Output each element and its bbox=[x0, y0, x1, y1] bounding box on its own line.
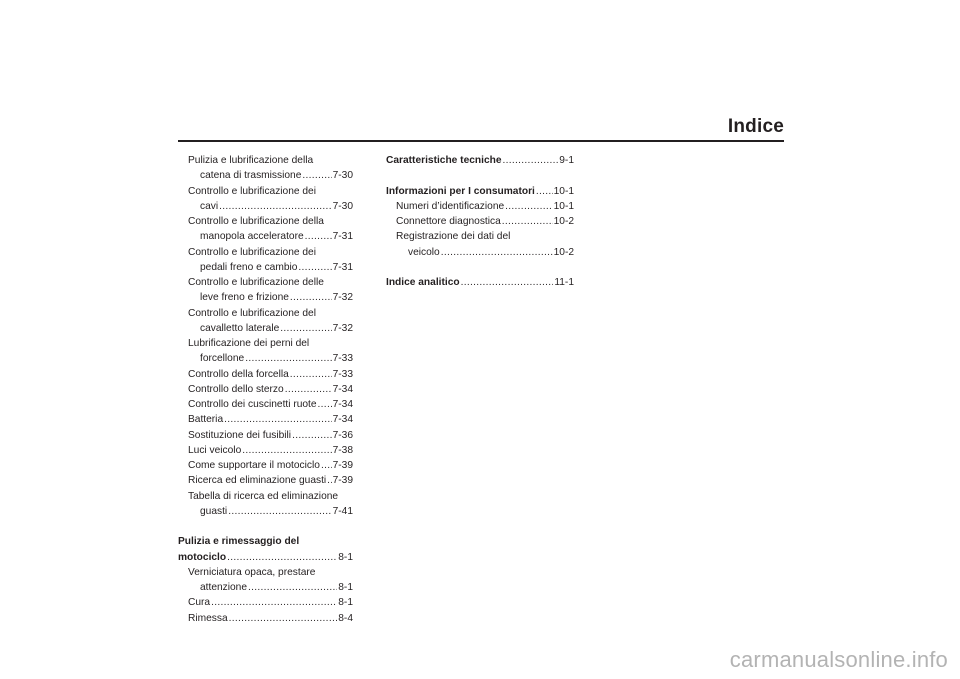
toc-entry-text: Numeri d’identificazione bbox=[396, 200, 505, 212]
toc-page-number: 7-32 bbox=[332, 322, 353, 334]
toc-entry-text: Controllo e lubrificazione dei bbox=[188, 185, 316, 197]
toc-entry-text: Ricerca ed eliminazione guasti bbox=[188, 475, 327, 487]
toc-page-number: 7-36 bbox=[332, 429, 353, 441]
toc-section-entry[interactable] bbox=[386, 275, 574, 290]
toc-leader-dots bbox=[245, 351, 331, 366]
toc-entry[interactable] bbox=[178, 412, 353, 427]
toc-section-entry[interactable] bbox=[178, 534, 353, 565]
toc-leader-dots bbox=[305, 229, 332, 244]
toc-entry-text: Sostituzione dei fusibili bbox=[188, 429, 292, 441]
toc-page-number: 7-31 bbox=[332, 231, 353, 243]
toc-entry-text: Cura bbox=[188, 597, 211, 609]
toc-entry[interactable] bbox=[178, 382, 353, 397]
toc-leader-dots bbox=[248, 580, 337, 595]
toc-page-number: 7-33 bbox=[332, 353, 353, 365]
toc-entry[interactable] bbox=[178, 595, 353, 610]
toc-page-number: 7-38 bbox=[332, 444, 353, 456]
toc-entry[interactable] bbox=[178, 458, 353, 473]
toc-entry-text: Luci veicolo bbox=[188, 444, 242, 456]
watermark: carmanualsonline.info bbox=[729, 647, 948, 672]
toc-entry[interactable] bbox=[178, 306, 353, 337]
toc-left-column bbox=[178, 153, 353, 626]
toc-entry-text: manopola acceleratore bbox=[200, 231, 304, 243]
toc-page-number: 7-31 bbox=[332, 261, 353, 273]
toc-entry[interactable] bbox=[178, 275, 353, 306]
toc-right-column bbox=[386, 153, 574, 290]
toc-entry[interactable] bbox=[178, 153, 353, 184]
toc-entry-text: cavalletto laterale bbox=[200, 322, 280, 334]
toc-page-number: 7-39 bbox=[332, 460, 353, 471]
toc-entry-text: Controllo dei cuscinetti ruote bbox=[188, 399, 317, 410]
toc-leader-dots bbox=[505, 199, 552, 214]
toc-entry[interactable] bbox=[178, 397, 353, 412]
toc-leader-dots bbox=[318, 397, 332, 412]
toc-entry[interactable] bbox=[178, 473, 353, 488]
toc-page-number: 7-34 bbox=[332, 399, 353, 410]
toc-page-number: 7-32 bbox=[332, 292, 353, 304]
toc-leader-dots bbox=[290, 367, 332, 382]
toc-entry-text: Pulizia e rimessaggio del bbox=[178, 536, 300, 548]
toc-spacer bbox=[386, 168, 574, 183]
toc-entry[interactable] bbox=[178, 367, 353, 382]
toc-entry[interactable] bbox=[178, 245, 353, 276]
toc-spacer bbox=[178, 519, 353, 534]
toc-entry-text: Controllo e lubrificazione della bbox=[188, 216, 324, 227]
toc-entry-text: attenzione bbox=[200, 582, 248, 593]
toc-leader-dots bbox=[536, 184, 553, 199]
page-title: Indice bbox=[727, 116, 784, 137]
toc-leader-dots bbox=[229, 611, 338, 626]
toc-section-entry[interactable] bbox=[386, 184, 574, 199]
toc-entry-text: Batteria bbox=[188, 414, 224, 426]
toc-entry-text: Informazioni per I consumatori bbox=[386, 185, 535, 197]
toc-leader-dots bbox=[228, 504, 331, 519]
toc-leader-dots bbox=[321, 458, 332, 473]
toc-leader-dots bbox=[219, 199, 331, 214]
toc-entry-text: Controllo e lubrificazione del bbox=[188, 307, 316, 319]
toc-entry-text: Controllo e lubrificazione dei bbox=[188, 246, 316, 258]
toc-entry-text: leve freno e frizione bbox=[200, 292, 289, 304]
toc-section-entry[interactable] bbox=[386, 153, 574, 168]
toc-entry-text: forcellone bbox=[200, 353, 245, 365]
toc-entry[interactable] bbox=[386, 214, 574, 229]
toc-page-number: 8-1 bbox=[338, 551, 353, 563]
toc-entry-text: veicolo bbox=[408, 246, 440, 258]
toc-entry[interactable] bbox=[386, 199, 574, 214]
toc-entry[interactable] bbox=[178, 565, 353, 596]
toc-page-number: 7-34 bbox=[332, 414, 353, 426]
toc-leader-dots bbox=[503, 153, 559, 168]
toc-page-number: 7-41 bbox=[332, 505, 353, 517]
toc-leader-dots bbox=[242, 443, 331, 458]
toc-page-number: 10-1 bbox=[553, 200, 574, 212]
toc-page-number: 10-2 bbox=[553, 216, 574, 227]
toc-leader-dots bbox=[292, 428, 332, 443]
toc-entry-text: Connettore diagnostica bbox=[396, 216, 501, 227]
toc-entry-text: Come supportare il motociclo bbox=[188, 460, 320, 471]
toc-entry-text: Lubrificazione dei perni del bbox=[188, 338, 310, 349]
toc-leader-dots bbox=[224, 412, 332, 427]
toc-page-number: 7-30 bbox=[332, 170, 353, 182]
toc-page-number: 10-1 bbox=[553, 185, 574, 197]
toc-leader-dots bbox=[290, 290, 332, 305]
toc-leader-dots bbox=[502, 214, 553, 229]
toc-entry[interactable] bbox=[386, 229, 574, 260]
toc-leader-dots bbox=[298, 260, 331, 275]
toc-entry-text: Registrazione dei dati del bbox=[396, 231, 511, 243]
toc-page-number: 7-33 bbox=[332, 368, 353, 380]
toc-entry-text: Controllo dello sterzo bbox=[188, 383, 284, 395]
toc-page-number: 8-1 bbox=[338, 597, 353, 609]
toc-entry-text: motociclo bbox=[178, 551, 227, 563]
toc-leader-dots bbox=[285, 382, 332, 397]
toc-entry[interactable] bbox=[178, 611, 353, 626]
toc-entry[interactable] bbox=[178, 214, 353, 245]
toc-entry-text: Pulizia e lubrificazione della bbox=[188, 155, 314, 166]
toc-leader-dots bbox=[461, 275, 554, 290]
toc-entry-text: guasti bbox=[200, 505, 228, 517]
toc-leader-dots bbox=[302, 168, 331, 183]
toc-entry-text: cavi bbox=[200, 200, 219, 212]
header-rule bbox=[178, 140, 784, 142]
toc-page-number: 8-1 bbox=[338, 582, 353, 593]
toc-page-number: 7-30 bbox=[332, 200, 353, 212]
toc-entry[interactable] bbox=[178, 184, 353, 215]
toc-page-number: 7-34 bbox=[332, 383, 353, 395]
toc-spacer bbox=[386, 260, 574, 275]
toc-entry-text: catena di trasmissione bbox=[200, 170, 302, 182]
toc-entry-text: Caratteristiche tecniche bbox=[386, 155, 502, 166]
toc-entry-text: Indice analitico bbox=[386, 277, 460, 288]
toc-page-number: 11-1 bbox=[554, 277, 574, 288]
toc-leader-dots bbox=[441, 245, 553, 260]
toc-page-number: 7-39 bbox=[332, 475, 353, 487]
toc-leader-dots bbox=[280, 321, 331, 336]
toc-leader-dots bbox=[227, 550, 337, 565]
toc-page-number: 10-2 bbox=[553, 246, 574, 258]
toc-page-number: 8-4 bbox=[338, 612, 353, 624]
toc-leader-dots bbox=[327, 473, 331, 488]
toc-entry[interactable] bbox=[178, 428, 353, 443]
toc-entry-text: pedali freno e cambio bbox=[200, 261, 298, 273]
toc-entry[interactable] bbox=[178, 489, 353, 520]
toc-entry[interactable] bbox=[178, 336, 353, 367]
toc-entry-text: Verniciatura opaca, prestare bbox=[188, 566, 316, 578]
toc-entry-text: Tabella di ricerca ed eliminazione bbox=[188, 490, 339, 502]
toc-page-number: 9-1 bbox=[559, 155, 574, 166]
toc-entry[interactable] bbox=[178, 443, 353, 458]
toc-entry-text: Controllo e lubrificazione delle bbox=[188, 277, 324, 288]
toc-entry-text: Controllo della forcella bbox=[188, 368, 289, 380]
toc-entry-text: Rimessa bbox=[188, 612, 228, 624]
toc-leader-dots bbox=[211, 595, 337, 610]
